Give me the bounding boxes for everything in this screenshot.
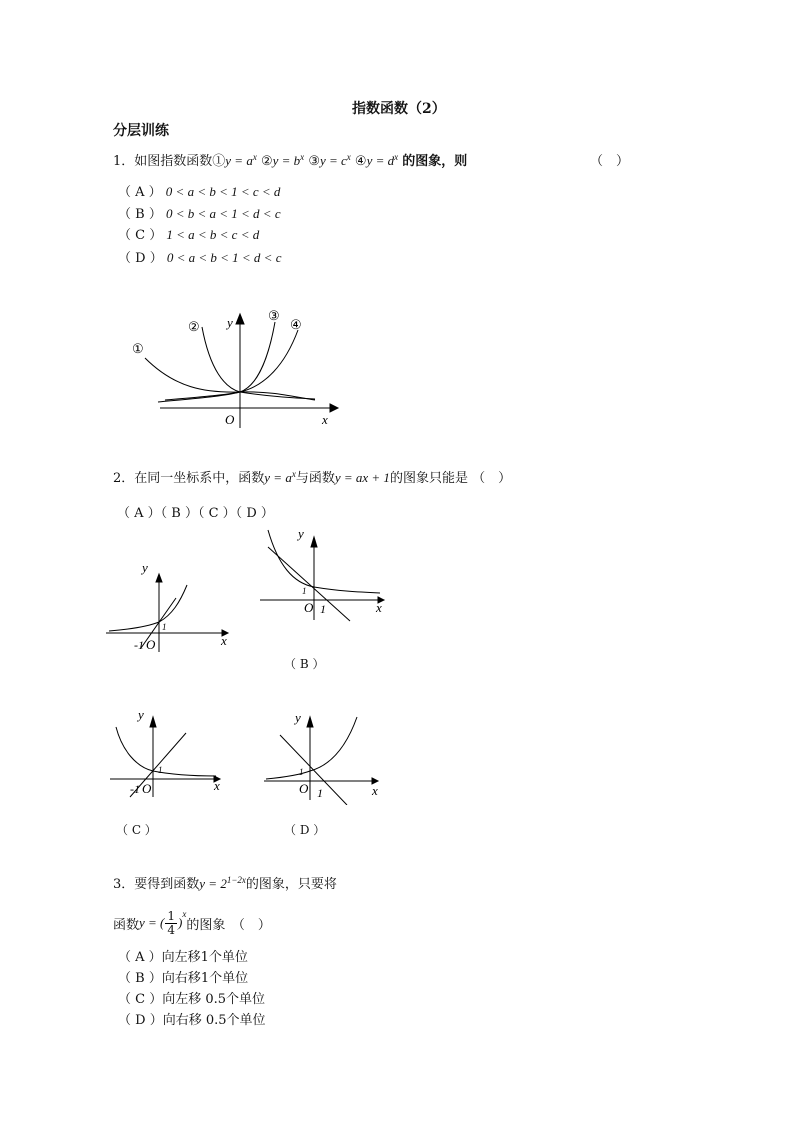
q2-graph-a bbox=[104, 560, 234, 655]
q2-caption-d: （ D ） bbox=[284, 823, 326, 837]
q1-origin-label: O bbox=[225, 412, 235, 427]
q1-suffix: 的图象，则 bbox=[402, 154, 468, 169]
q1-marker-4-label: ④ bbox=[290, 317, 302, 332]
svg-text:1: 1 bbox=[158, 765, 163, 775]
q3-option-d: （ D ）向右移 0.5个单位 bbox=[118, 1013, 266, 1028]
q1-option-c: （ C ） 1 < a < b < c < d bbox=[118, 227, 260, 243]
page-title: 指数函数（2） bbox=[352, 101, 446, 117]
q1-func-a: y = a bbox=[225, 153, 253, 168]
svg-text:y: y bbox=[298, 526, 304, 541]
q1-func-c: y = c bbox=[319, 153, 347, 168]
q1-func-d: y = d bbox=[366, 153, 395, 168]
question-2-stem: 2．在同一坐标系中，函数$y = a^x$与函数y = ax + 1的图象只能是 （ ） bbox=[113, 468, 512, 486]
q1-x-label: x bbox=[322, 412, 328, 427]
svg-text:1: 1 bbox=[320, 602, 326, 616]
svg-text:O: O bbox=[304, 600, 314, 615]
q1-option-d: （ D ） 0 < a < b < 1 < d < c bbox=[118, 250, 282, 266]
q1-marker-3-label: ③ bbox=[268, 308, 280, 323]
q1-exponential-figure bbox=[120, 300, 350, 435]
q1-marker-2: ② bbox=[260, 154, 273, 169]
q2-func-2: y = ax + 1 bbox=[334, 470, 390, 485]
svg-text:1: 1 bbox=[162, 622, 167, 632]
q1-curve-3 bbox=[158, 322, 275, 402]
q2-func-1: y = a bbox=[264, 470, 292, 485]
q2-graph-d bbox=[262, 705, 387, 805]
q2-caption-b: （ B ） bbox=[284, 657, 325, 671]
q1-answer-blank: （ ） bbox=[590, 154, 630, 169]
question-3-stem: 3．要得到函数$y = 2^{1-2x}$的图象，只要将 bbox=[113, 874, 337, 892]
q1-marker-2-label: ② bbox=[188, 319, 200, 334]
svg-text:y: y bbox=[142, 560, 148, 575]
question-1-stem: 1．如图指数函数①y = $a^x$ ②y = $b^x$ ③y = $c^x$ ④y = $d^x$ 的图象，则 bbox=[113, 151, 468, 169]
q3-option-b: （ B ）向右移1个单位 bbox=[118, 971, 249, 986]
q2-graph-b bbox=[258, 525, 393, 625]
q1-prefix: 1．如图指数函数① bbox=[113, 154, 226, 169]
svg-text:x: x bbox=[214, 778, 220, 793]
section-heading: 分层训练 bbox=[113, 123, 169, 139]
q1-func-b: y = b bbox=[272, 153, 301, 168]
q1-y-label: y bbox=[227, 315, 233, 330]
q1-marker-3: ③ bbox=[308, 154, 320, 169]
q1-marker-1-label: ① bbox=[132, 341, 144, 356]
q2-options: （ A ）（ B ）（ C ）（ D ） bbox=[117, 506, 274, 521]
svg-text:-1: -1 bbox=[130, 782, 140, 796]
svg-text:y: y bbox=[295, 710, 301, 725]
q1-curve-4 bbox=[165, 330, 298, 400]
q3-option-a: （ A ）向左移1个单位 bbox=[118, 950, 248, 965]
svg-text:1: 1 bbox=[299, 767, 304, 777]
q1-curve-2 bbox=[202, 327, 315, 399]
q1-x-arrow bbox=[330, 404, 338, 412]
svg-text:y: y bbox=[138, 707, 144, 722]
svg-text:x: x bbox=[221, 633, 227, 648]
svg-text:O: O bbox=[299, 781, 309, 796]
q1-y-arrow bbox=[236, 314, 244, 324]
q2-graph-c bbox=[108, 705, 228, 805]
svg-text:x: x bbox=[376, 600, 382, 615]
q2-caption-c: （ C ） bbox=[116, 823, 157, 837]
q1-marker-4: ④ bbox=[354, 154, 367, 169]
q1-option-a: （ A ） 0 < a < b < 1 < c < d bbox=[118, 184, 281, 200]
svg-text:O: O bbox=[142, 781, 152, 796]
q3-option-c: （ C ）向左移 0.5个单位 bbox=[118, 992, 266, 1007]
svg-text:-1: -1 bbox=[134, 638, 144, 652]
svg-text:O: O bbox=[146, 637, 156, 652]
svg-text:x: x bbox=[372, 783, 378, 798]
question-3-function: 函数 y = ( 1 4 ) $^x$ 的图象 （ ） bbox=[113, 908, 271, 937]
q1-option-b: （ B ） 0 < b < a < 1 < d < c bbox=[118, 206, 281, 222]
svg-text:1: 1 bbox=[302, 586, 307, 596]
svg-text:1: 1 bbox=[317, 786, 323, 800]
